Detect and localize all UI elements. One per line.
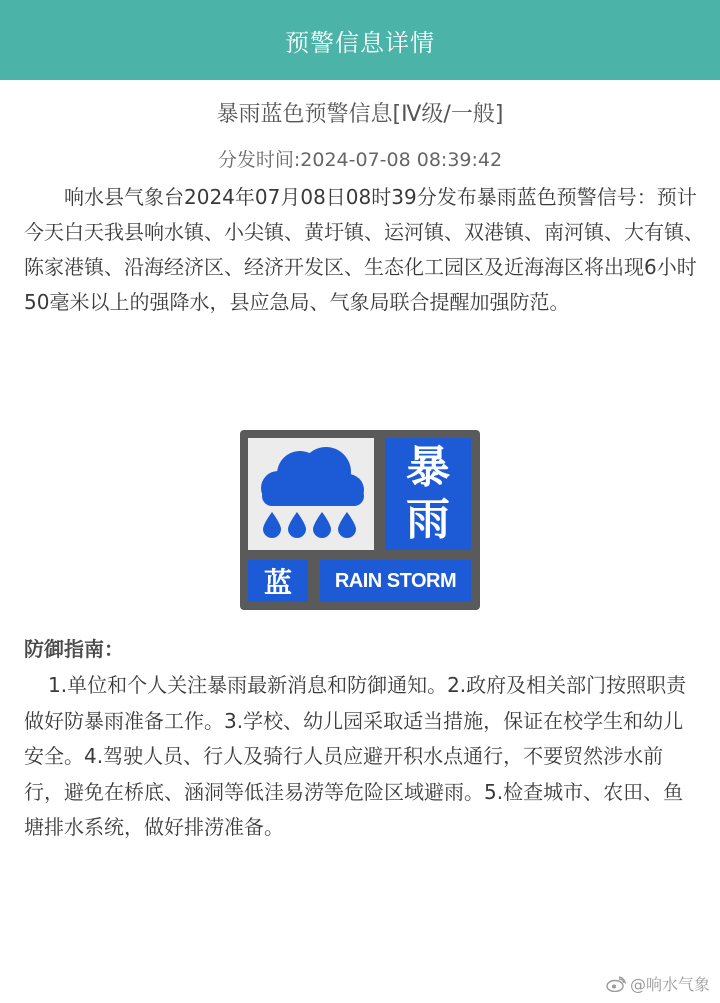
alert-body: 响水县气象台2024年07月08日08时39分发布暴雨蓝色预警信号：预计今天白天我县响水镇、小尖镇、黄圩镇、运河镇、双港镇、南河镇、大有镇、陈家港镇、沿海经济区、经济开发区、生态化工园区及近海海区将出现6小时50毫米以上的强降水，县应急局、气象局联合提醒加强防范。 [24, 185, 704, 314]
signal-char-bottom: 雨 [406, 494, 450, 545]
signal-char-top: 暴 [406, 442, 450, 493]
page-header [0, 0, 720, 80]
alert-subtitle: 暴雨蓝色预警信息[Ⅳ级/一般] [216, 102, 504, 127]
page-title: 预警信息详情 [285, 28, 435, 57]
rainstorm-signal-icon [240, 430, 480, 610]
signal-english-panel [320, 560, 471, 602]
rain-cloud-icon [248, 438, 374, 550]
watermark-text: @响水气象 [629, 975, 710, 994]
signal-name-panel [385, 438, 471, 550]
guide-title: 防御指南： [24, 637, 124, 661]
guide-text: 1.单位和个人关注暴雨最新消息和防御通知。2.政府及相关部门按照职责做好防暴雨准备工作。3.学校、幼儿园采取适当措施，保证在校学生和幼儿安全。4.驾驶人员、行人及骑行人员应避开积水点通行，不要贸然涉水前行，避免在桥底、涵洞等低洼易涝等危险区域避雨。5.检查城市、农田、鱼塘排水系统，做好排涝准备。 [24, 673, 687, 839]
signal-english-label: RAIN STORM [334, 569, 457, 592]
alert-time: 分发时间:2024-07-08 08:39:42 [217, 149, 503, 171]
watermark [606, 972, 710, 995]
signal-level-label: 蓝 [263, 566, 292, 599]
weibo-icon [606, 976, 626, 992]
signal-level-panel [248, 560, 308, 602]
